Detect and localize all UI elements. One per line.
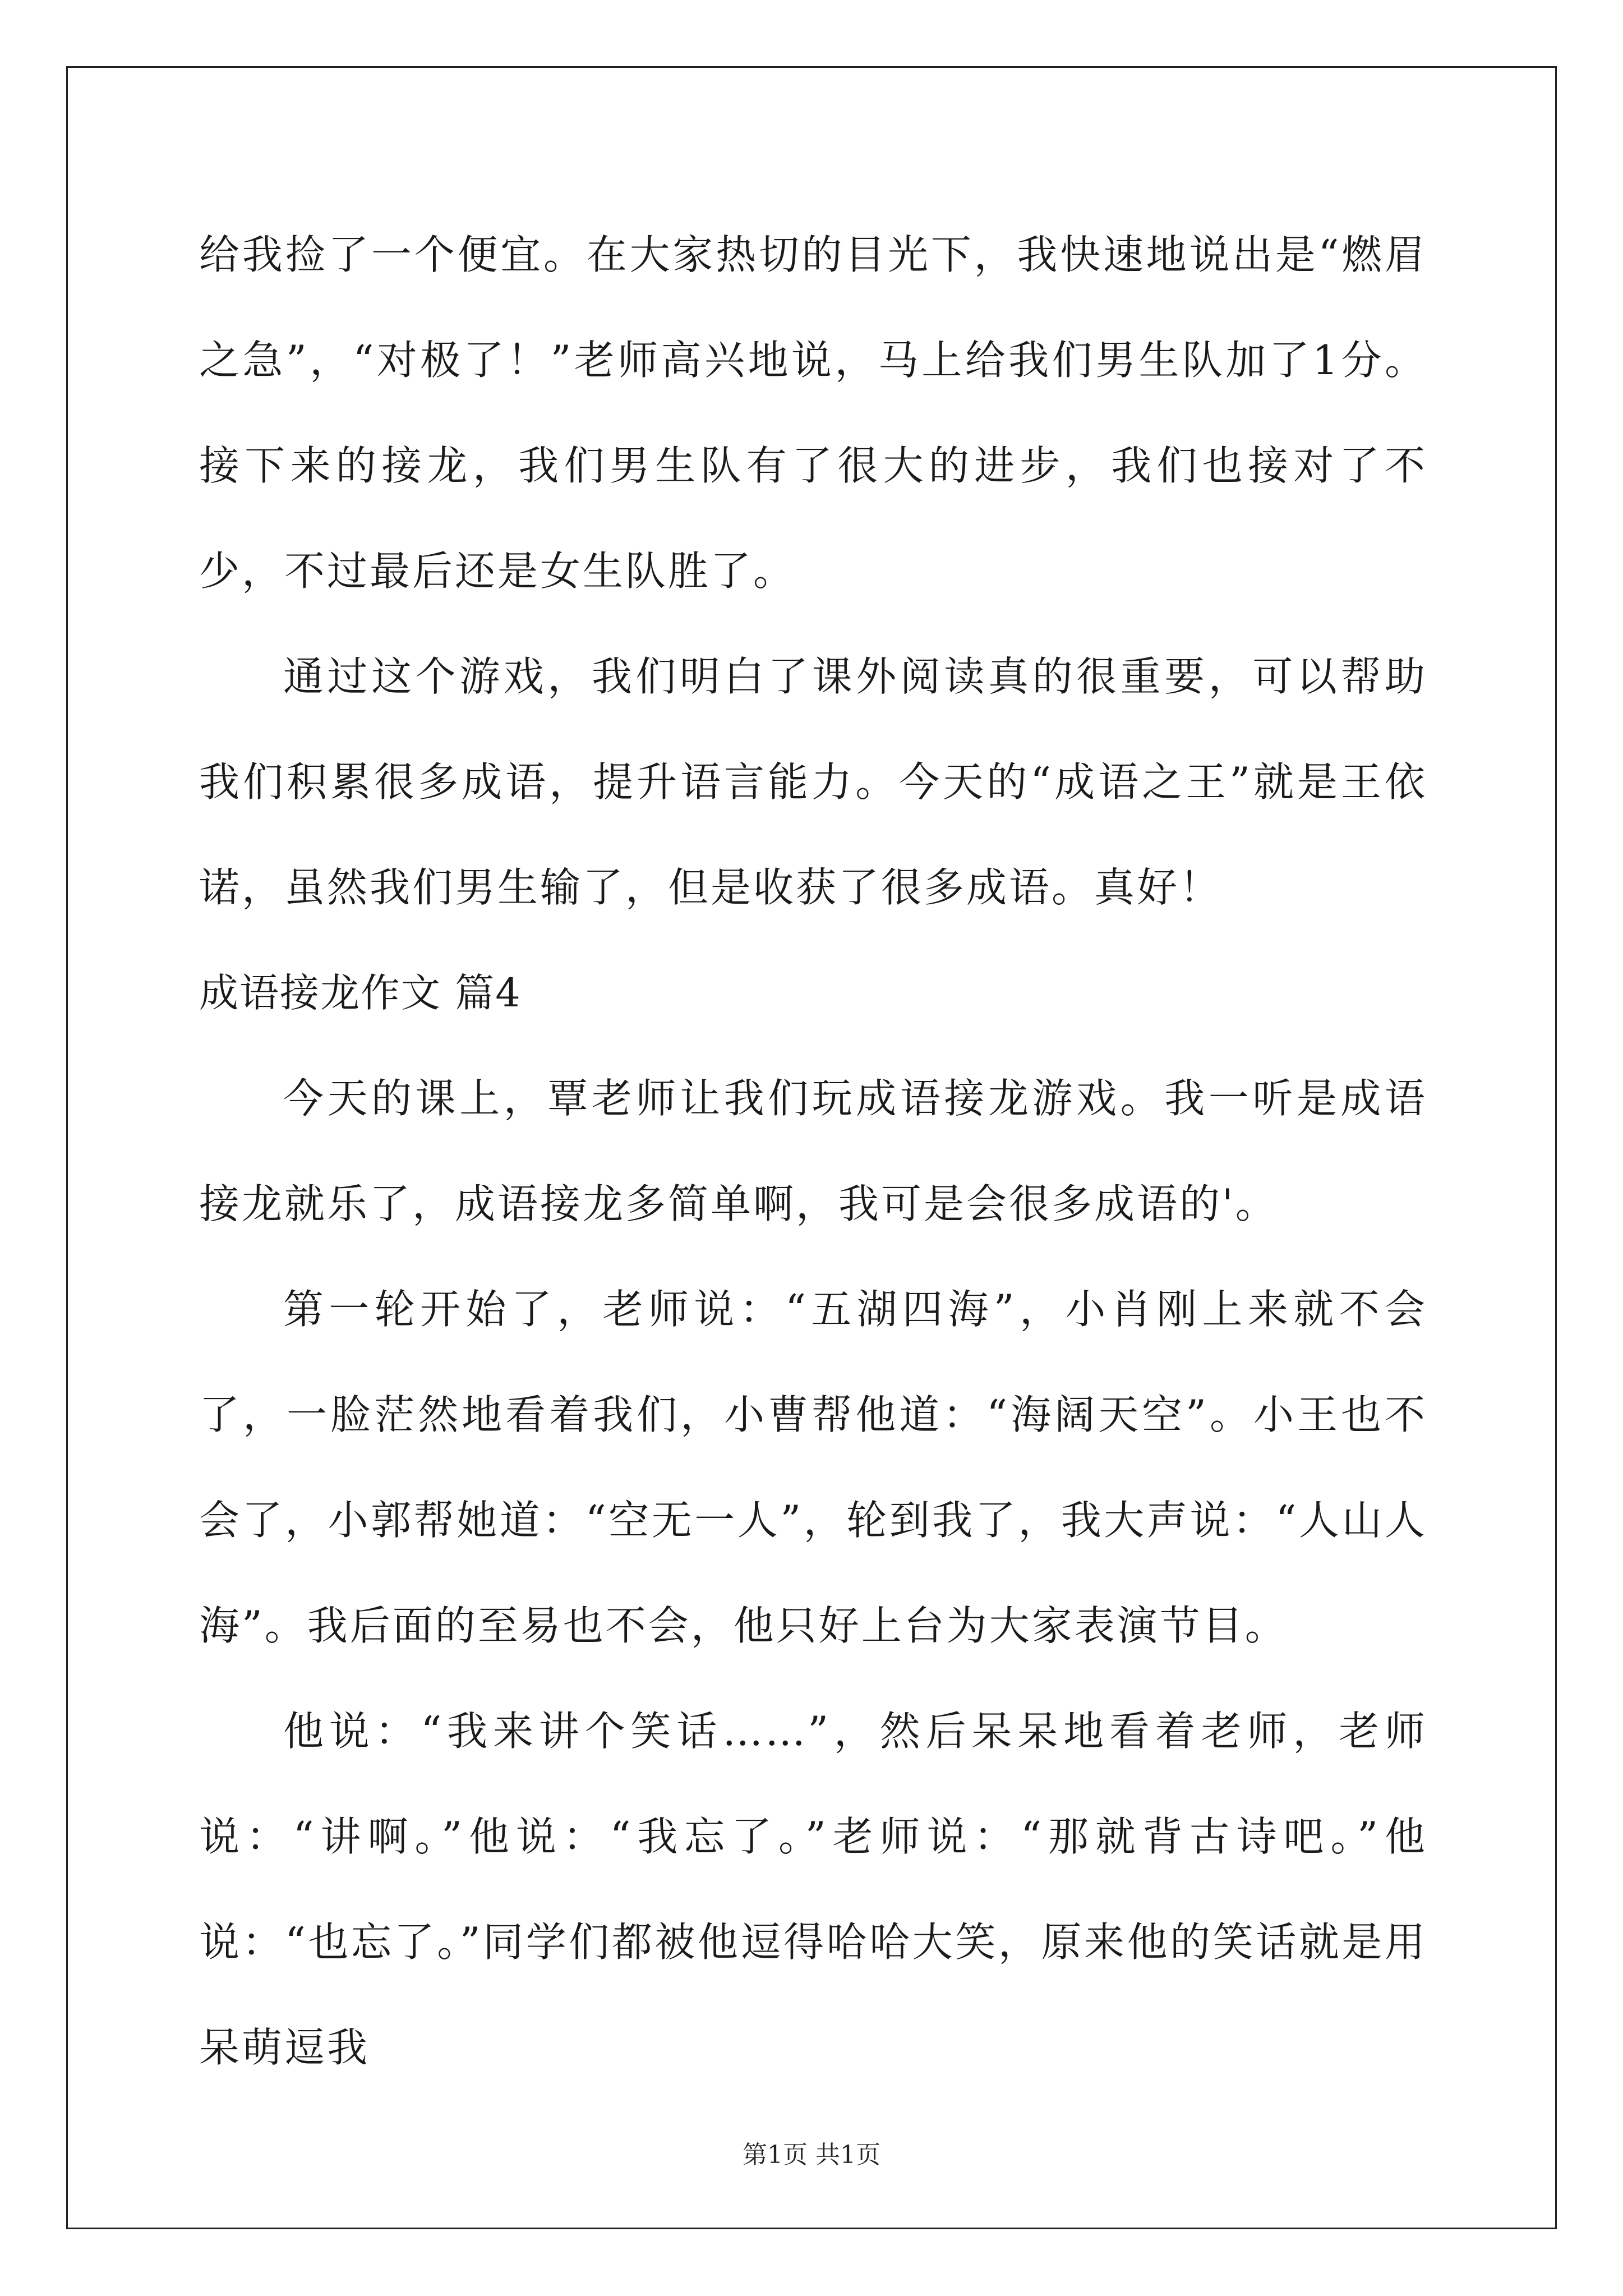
paragraph-3: 今天的课上，覃老师让我们玩成语接龙游戏。我一听是成语接龙就乐了，成语接龙多简单啊，我可是会很多成语的'。 <box>199 1075 1427 1227</box>
section-heading: 成语接龙作文 篇4 <box>199 970 522 1016</box>
document-body <box>199 202 1427 2100</box>
paragraph-1: 给我捡了一个便宜。在大家热切的目光下，我快速地说出是“燃眉之急”，“对极了！”老师高兴地说，马上给我们男生队加了1分。接下来的接龙，我们男生队有了很大的进步，我们也接对了不少，不过最后还是女生队胜了。 <box>199 231 1427 595</box>
paragraph-5: 他说：“我来讲个笑话……”，然后呆呆地看着老师，老师说：“讲啊。”他说：“我忘了。”老师说：“那就背古诗吧。”他说：“也忘了。”同学们都被他逗得哈哈大笑，原来他的笑话就是用呆萌逗我 <box>199 1708 1427 2071</box>
paragraph-2: 通过这个游戏，我们明白了课外阅读真的很重要，可以帮助我们积累很多成语，提升语言能力。今天的“成语之王”就是王依诺，虽然我们男生输了，但是收获了很多成语。真好！ <box>199 653 1427 911</box>
paragraph-4: 第一轮开始了，老师说：“五湖四海”，小肖刚上来就不会了，一脸茫然地看着我们，小曹帮他道：“海阔天空”。小王也不会了，小郭帮她道：“空无一人”，轮到我了，我大声说：“人山人海”。我后面的至易也不会，他只好上台为大家表演节目。 <box>199 1286 1427 1649</box>
page-number-footer: 第1页 共1页 <box>743 2141 880 2169</box>
